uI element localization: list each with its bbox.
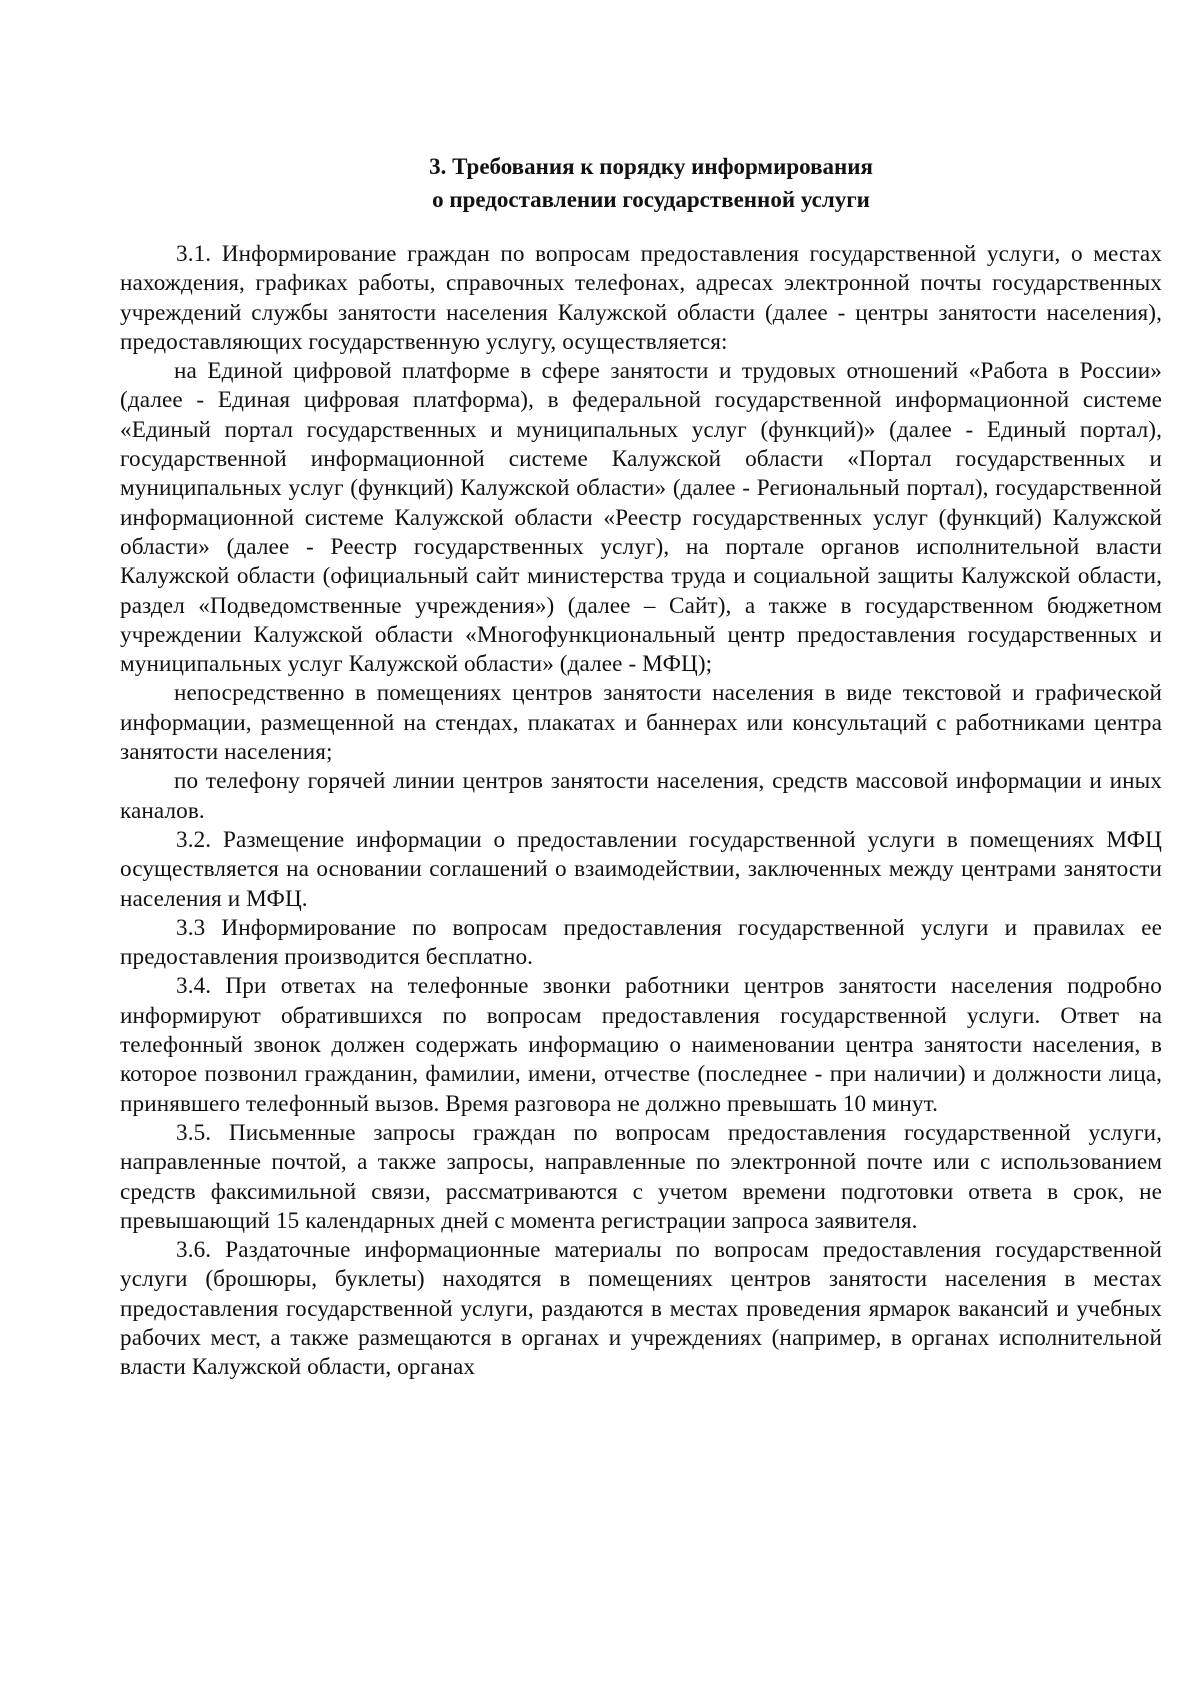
paragraph-3-1: 3.1. Информирование граждан по вопросам предоставления государственной услуги, о местах нахождения, графиках работы, справочных телефонах, адресах электронной почты государственных учреждений службы занятости населения Калужской области (далее - центры занятости населения), предоставляющих государственную услугу, осуществляется: [120,241,1162,355]
paragraph-3-2: 3.2. Размещение информации о предоставлении государственной услуги в помещениях МФЦ осуществляется на основании соглашений о взаимодействии, заключенных между центрами занятости населения и МФЦ. [120,826,1162,912]
paragraph-3-1-item-hotline: по телефону горячей линии центров занятости населения, средств массовой информации и иных каналов. [120,768,1162,824]
section-heading [120,150,1162,216]
document-body [120,240,1162,1383]
paragraph-3-4: 3.4. При ответах на телефонные звонки работники центров занятости населения подробно информируют обратившихся по вопросам предоставления государственной услуги. Ответ на телефонный звонок должен содержать информацию о наименовании центра занятости населения, в которое позвонил гражданин, фамилии, имени, отчестве (последнее - при наличии) и должности лица, принявшего телефонный вызов. Время разговора не должно превышать 10 минут. [120,973,1162,1117]
paragraph-3-1-item-platforms: на Единой цифровой платформе в сфере занятости и трудовых отношений «Работа в России» (далее - Единая цифровая платформа), в федеральной государственной информационной системе «Единый портал государственных и муниципальных услуг (функций)» (далее - Единый портал), государственной информационной системе Калужской области «Портал государственных и муниципальных услуг (функций) Калужской области» (далее - Региональный портал), государственной информационной системе Калужской области «Реестр государственных услуг (функций) Калужской области» (далее - Реестр государственных услуг), на портале органов исполнительной власти Калужской области (официальный сайт министерства труда и социальной защиты Калужской области, раздел «Подведомственные учреждения») (далее – Сайт), а также в государственном бюджетном учреждении Калужской области «Многофункциональный центр предоставления государственных и муниципальных услуг Калужской области» (далее - МФЦ); [120,358,1162,678]
paragraph-3-6: 3.6. Раздаточные информационные материалы по вопросам предоставления государственной услуги (брошюры, буклеты) находятся в помещениях центров занятости населения в местах предоставления государственной услуги, раздаются в местах проведения ярмарок вакансий и учебных рабочих мест, а также размещаются в органах и учреждениях (например, в органах исполнительной власти Калужской области, органах [120,1237,1162,1381]
section-heading-line-2: о предоставлении государственной услуги [432,187,870,212]
paragraph-3-5: 3.5. Письменные запросы граждан по вопросам предоставления государственной услуги, направленные почтой, а также запросы, направленные по электронной почте или с использованием средств факсимильной связи, рассматриваются с учетом времени подготовки ответа в срок, не превышающий 15 календарных дней с момента регистрации запроса заявителя. [120,1119,1162,1234]
paragraph-3-3: 3.3 Информирование по вопросам предоставления государственной услуги и правилах ее предоставления производится бесплатно. [120,914,1162,971]
paragraph-3-1-item-premises: непосредственно в помещениях центров занятости населения в виде текстовой и графической информации, размещенной на стендах, плакатах и баннерах или консультаций с работниками центра занятости населения; [120,680,1162,766]
section-heading-line-1: 3. Требования к порядку информирования [429,154,873,179]
